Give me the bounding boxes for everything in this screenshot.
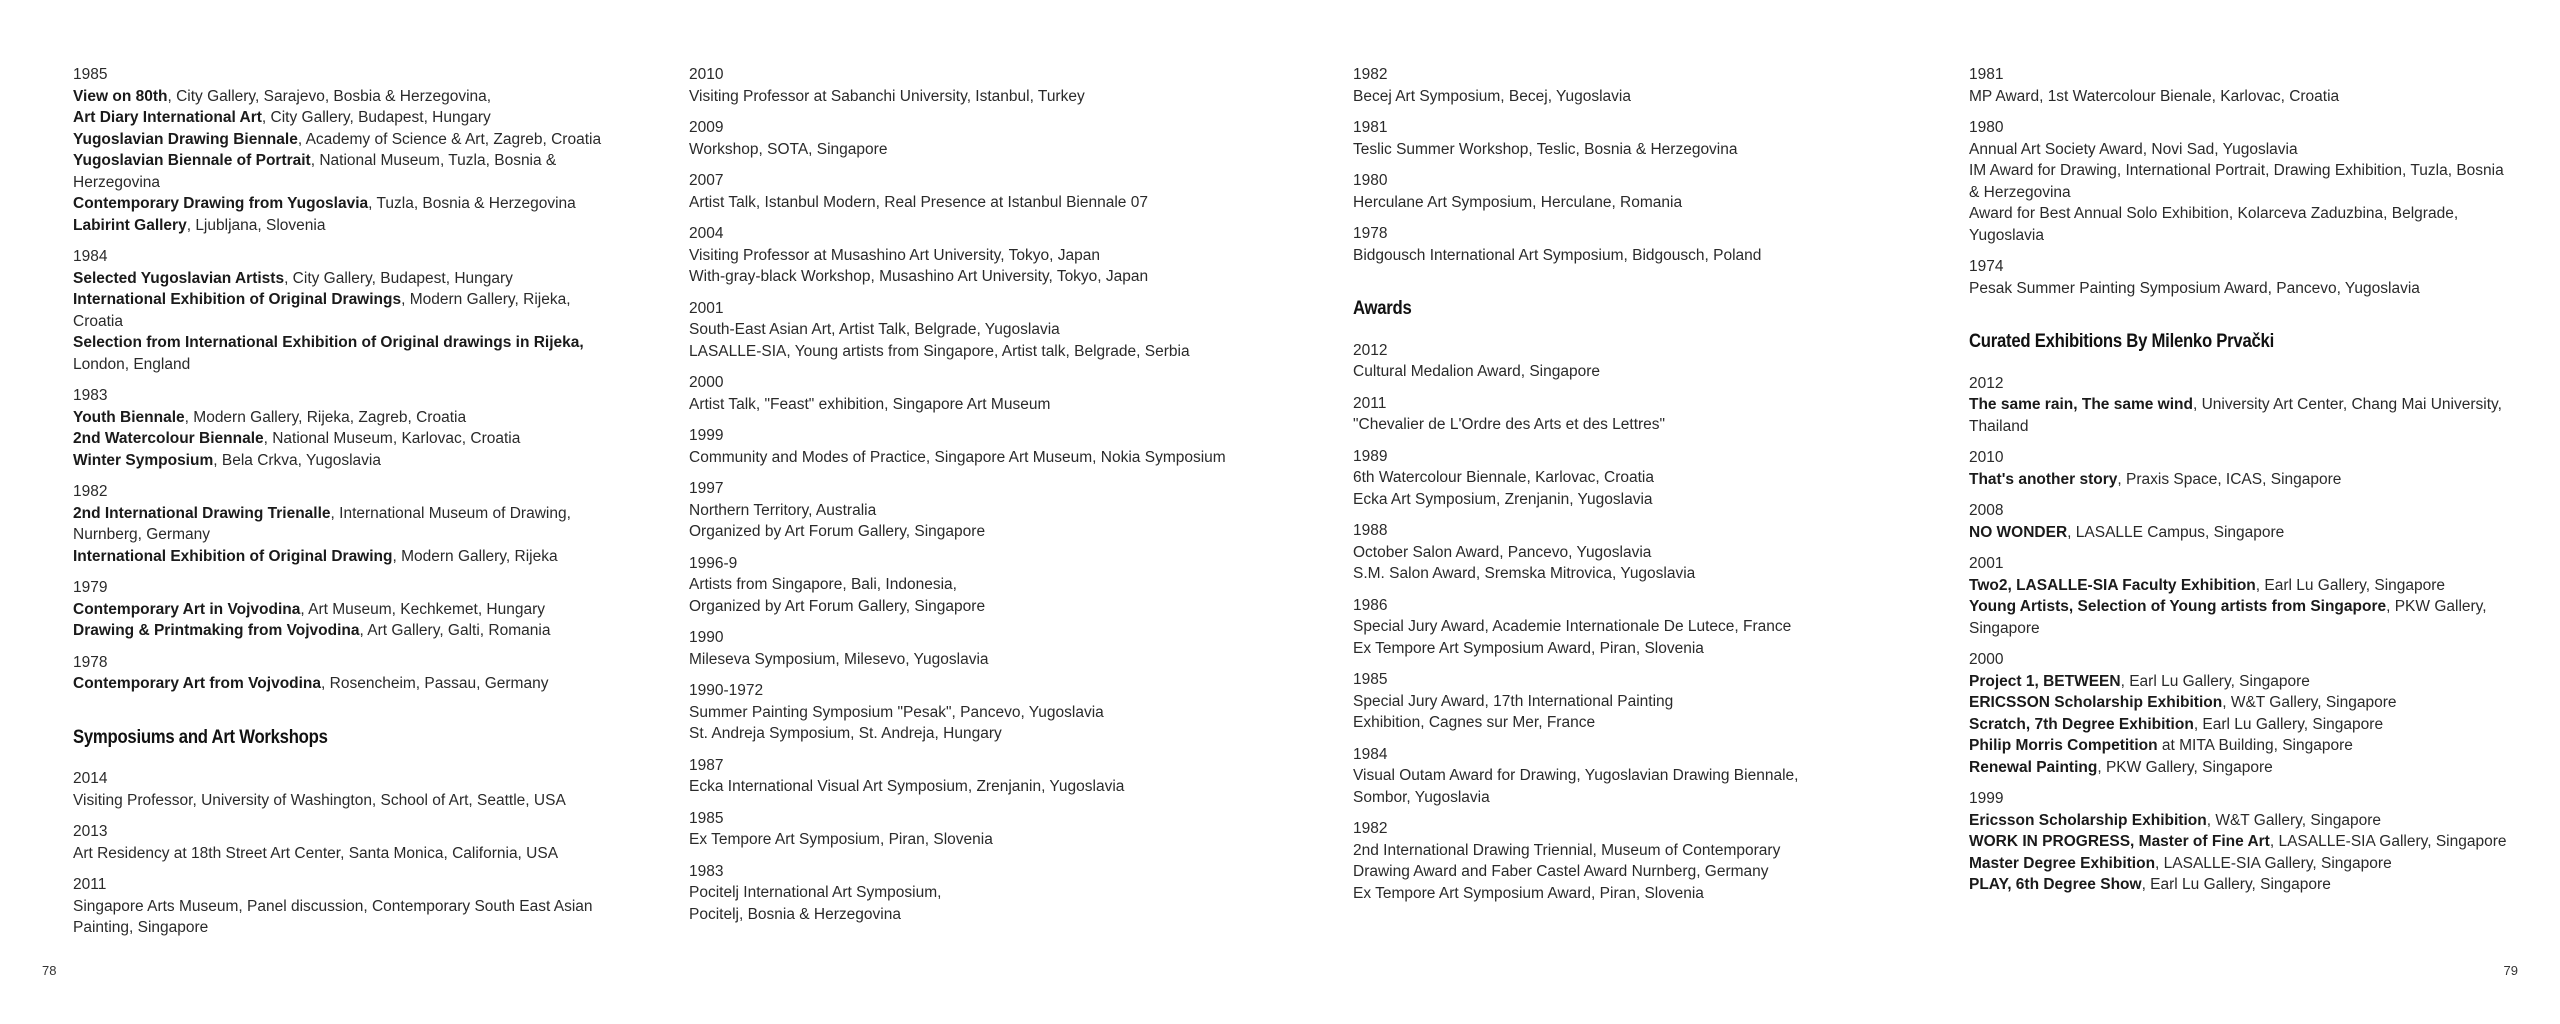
cv-entry [1353,520,1853,585]
entry-line [1969,394,2509,437]
entry-line [1969,853,2509,875]
cv-entry [689,117,1249,160]
entry-line [1969,810,2509,832]
entry-title: Master Degree Exhibition [1969,854,2156,872]
entry-title: That's another story [1969,470,2118,488]
cv-entry [1353,223,1853,266]
entry-detail: , Bela Crkva, Yugoslavia [213,451,381,469]
cv-entry [1969,256,2509,299]
entry-detail: , Rosencheim, Passau, Germany [321,675,549,692]
cv-entry [1353,393,1853,436]
entry-detail: St. Andreja Symposium, St. Andreja, Hungary [689,725,1002,742]
entry-year: 1980 [1969,119,2004,136]
entry-line [1353,861,1853,883]
entry-detail: , Earl Lu Gallery, Singapore [2193,715,2384,733]
cv-entry [73,64,603,236]
entry-line [1969,575,2509,597]
entry-title: Winter Symposium [73,451,214,469]
entry-line [1969,596,2509,639]
entry-year: 2007 [689,172,724,189]
entry-line [1969,278,2509,300]
entry-detail: , International Museum of Drawing, Nurnberg, Germany [73,504,571,543]
entry-year: 1986 [1353,596,1388,614]
cv-entry [73,652,603,695]
entry-year: 1984 [73,248,108,265]
entry-line [1353,86,1853,108]
cv-entry [1353,744,1853,809]
entry-line [1353,563,1853,585]
entry-detail: Ecka International Visual Art Symposium, Zrenjanin, Yugoslavia [689,778,1125,795]
entry-year: 2008 [1969,502,2004,519]
entry-line [1969,757,2509,779]
entry-title: Project 1, BETWEEN [1969,672,2121,690]
entry-line [689,447,1249,469]
entry-line [1969,139,2509,161]
entry-line [73,546,603,568]
entry-title: Two2, LASALLE-SIA Faculty Exhibition [1969,576,2256,594]
entry-year: 2014 [73,770,108,787]
entry-line [689,904,1249,926]
entry-line [1353,361,1853,383]
entry-title: Selection from International Exhibition of Original drawings in Rijeka, [73,334,584,351]
entry-year: 1999 [689,427,724,444]
entry-detail: , PKW Gallery, Singapore [2097,758,2273,776]
entry-title: Scratch, 7th Degree Exhibition [1969,715,2194,733]
entry-year: 1984 [1353,745,1388,763]
entry-year: 1990-1972 [689,682,764,699]
entry-year: 2001 [689,299,724,317]
cv-entry [1969,500,2509,543]
entry-detail: , Modern Gallery, Rijeka, Zagreb, Croatia [184,408,467,426]
entry-line [689,649,1249,671]
cv-entry [73,768,603,811]
entry-year: 2000 [689,374,724,391]
entry-title: NO WONDER [1969,523,2068,541]
entry-line [1969,714,2509,736]
entry-line [1969,86,2509,108]
cv-entry [1353,446,1853,511]
entry-title: Young Artists, Selection of Young artists from Singapore [1969,598,2387,615]
entry-year: 1978 [1353,225,1388,242]
entry-detail: , National Museum, Karlovac, Croatia [263,430,521,447]
entry-detail: 6th Watercolour Biennale, Karlovac, Croatia [1353,469,1654,486]
entry-detail: Sombor, Yugoslavia [1353,788,1490,806]
cv-entry [689,223,1249,288]
entry-line [73,450,603,472]
cv-entry [1353,117,1853,160]
entry-title: Drawing & Printmaking from Vojvodina [73,622,360,639]
entry-detail: Cultural Medalion Award, Singapore [1353,363,1601,380]
entry-year: 1996-9 [689,554,738,572]
entry-year: 1999 [1969,790,2004,807]
entry-title: PLAY, 6th Degree Show [1969,876,2142,893]
entry-title: Labirint Gallery [73,216,187,234]
entry-detail: Ex Tempore Art Symposium Award, Piran, Slovenia [1353,639,1704,657]
entry-line [73,790,603,812]
entry-title: International Exhibition of Original Drawings [73,291,402,308]
entry-detail: Special Jury Award, Academie Internationale De Lutece, France [1353,618,1792,635]
entry-detail: , Academy of Science & Art, Zagreb, Croatia [297,130,602,148]
entry-detail: Organized by Art Forum Gallery, Singapore [689,523,986,540]
entry-line [73,428,603,450]
entry-year: 1989 [1353,447,1388,465]
entry-detail: Art Residency at 18th Street Art Center, Santa Monica, California, USA [73,844,559,862]
entry-title: WORK IN PROGRESS, Master of Fine Art [1969,833,2270,850]
page-number-right: 79 [2503,963,2518,978]
entry-title: Renewal Painting [1969,758,2098,776]
entry-line [73,407,603,429]
entry-year: 1988 [1353,522,1388,539]
section-heading: Symposiums and Art Workshops [73,726,328,748]
entry-line [1353,765,1853,787]
cv-entry [1969,447,2509,490]
cv-entry [73,246,603,375]
entry-detail: , Modern Gallery, Rijeka, Croatia [73,291,571,330]
entry-year: 2009 [689,119,724,136]
entry-line [689,139,1249,161]
entry-title: The same rain, The same wind [1969,396,2193,413]
entry-year: 1985 [1353,671,1388,688]
entry-line [73,503,603,546]
entry-detail: Teslic Summer Workshop, Teslic, Bosnia & Herzegovina [1353,140,1738,158]
entry-detail: 2nd International Drawing Triennial, Museum of Contemporary [1353,841,1781,859]
entry-detail: With-gray-black Workshop, Musashino Art University, Tokyo, Japan [689,268,1149,285]
entry-detail: Mileseva Symposium, Milesevo, Yugoslavia [689,650,989,668]
entry-detail: , Earl Lu Gallery, Singapore [2255,576,2446,594]
cv-entry [1353,818,1853,904]
entry-year: 1979 [73,579,108,596]
entry-detail: Herculane Art Symposium, Herculane, Romania [1353,193,1683,211]
entry-year: 2010 [689,66,724,83]
cv-entry [1969,64,2509,107]
cv-entry [1353,170,1853,213]
entry-line [1353,712,1853,734]
entry-line [689,776,1249,798]
entry-line [1353,245,1853,267]
entry-year: 1981 [1969,66,2004,83]
cv-entry [1969,553,2509,639]
cv-entry [689,680,1249,745]
cv-entry [73,821,603,864]
entry-line [1969,203,2509,246]
entry-detail: Pocitelj International Art Symposium, [689,884,942,901]
entry-detail: , LASALLE-SIA Gallery, Singapore [2155,854,2392,872]
entry-detail: Workshop, SOTA, Singapore [689,140,888,158]
entry-title: Contemporary Art in Vojvodina [73,600,301,618]
entry-line [1969,160,2509,203]
entry-detail: , City Gallery, Budapest, Hungary [261,109,491,126]
entry-detail: S.M. Salon Award, Sremska Mitrovica, Yugoslavia [1353,565,1696,582]
column-4 [1969,64,2509,906]
cv-entry [689,861,1249,926]
entry-detail: "Chevalier de L'Ordre des Arts et des Lettres" [1353,416,1666,433]
entry-detail: , Ljubljana, Slovenia [186,216,326,234]
entry-year: 1990 [689,629,724,646]
entry-detail: Summer Painting Symposium "Pesak", Pancevo, Yugoslavia [689,703,1104,721]
entry-line [1353,787,1853,809]
entry-line [689,723,1249,745]
entry-detail: Visiting Professor at Sabanchi University, Istanbul, Turkey [689,87,1085,105]
entry-line [689,319,1249,341]
entry-detail: Visiting Professor, University of Washington, School of Art, Seattle, USA [73,791,566,809]
entry-detail: IM Award for Drawing, International Portrait, Drawing Exhibition, Tuzla, Bosnia & Herzegovina [1969,162,2504,201]
section-heading: Curated Exhibitions By Milenko Prvački [1969,331,2274,352]
entry-year: 2011 [73,876,107,893]
entry-detail: , W&T Gallery, Singapore [2206,811,2382,829]
entry-title: Contemporary Drawing from Yugoslavia [73,195,369,212]
entry-line [1969,735,2509,757]
entry-line [689,500,1249,522]
cv-entry [73,481,603,567]
entry-year: 1982 [1353,820,1388,837]
entry-detail: , LASALLE Campus, Singapore [2067,523,2285,541]
entry-detail: , Art Gallery, Galti, Romania [359,622,551,639]
entry-line [1353,691,1853,713]
entry-year: 1974 [1969,258,2004,275]
cv-entry [689,298,1249,363]
entry-year: 1982 [73,483,108,500]
entry-year: 1985 [689,809,724,827]
entry-line [73,896,603,939]
entry-detail: , Earl Lu Gallery, Singapore [2120,672,2310,690]
entry-line [1353,883,1853,905]
entry-detail: Artists from Singapore, Bali, Indonesia, [689,576,957,593]
cv-entry [1353,595,1853,660]
section-heading: Awards [1353,298,1412,319]
column-3 [1353,64,1853,914]
entry-title: Contemporary Art from Vojvodina [73,675,322,692]
entry-line [689,596,1249,618]
entry-line [73,215,603,237]
entry-year: 1981 [1353,119,1388,136]
entry-title: Youth Biennale [73,408,185,426]
entry-detail: South-East Asian Art, Artist Talk, Belgrade, Yugoslavia [689,321,1060,338]
entry-detail: Pocitelj, Bosnia & Herzegovina [689,905,901,923]
entry-detail: , City Gallery, Sarajevo, Bosbia & Herzegovina, [167,87,492,105]
entry-year: 2013 [73,823,108,840]
entry-year: 1978 [73,653,108,671]
entry-line [689,521,1249,543]
entry-detail: Organized by Art Forum Gallery, Singapore [689,597,986,615]
entry-detail: Visual Outam Award for Drawing, Yugoslavian Drawing Biennale, [1353,767,1799,784]
entry-line [73,129,603,151]
cv-entry [689,627,1249,670]
entry-line [1969,671,2509,693]
cv-entry [73,385,603,471]
entry-line [73,843,603,865]
cv-entry [73,874,603,939]
entry-line [73,268,603,290]
entry-detail: October Salon Award, Pancevo, Yugoslavia [1353,543,1652,561]
entry-detail: , Art Museum, Kechkemet, Hungary [300,600,546,618]
cv-entry [689,64,1249,107]
entry-line [1969,522,2509,544]
cv-entry [73,577,603,642]
entry-line [1353,139,1853,161]
cv-entry [689,425,1249,468]
entry-year: 2012 [1969,374,2004,392]
entry-year: 1983 [73,387,108,404]
entry-detail: LASALLE-SIA, Young artists from Singapore, Artist talk, Belgrade, Serbia [689,342,1190,360]
entry-detail: , City Gallery, Budapest, Hungary [284,269,513,287]
entry-detail: , W&T Gallery, Singapore [2222,694,2397,711]
entry-line [689,245,1249,267]
entry-detail: Becej Art Symposium, Becej, Yugoslavia [1353,87,1631,105]
entry-year: 1980 [1353,172,1388,189]
entry-line [1969,692,2509,714]
entry-detail: Exhibition, Cagnes sur Mer, France [1353,714,1596,731]
entry-detail: MP Award, 1st Watercolour Bienale, Karlovac, Croatia [1969,87,2340,105]
entry-line [73,107,603,129]
entry-detail: Annual Art Society Award, Novi Sad, Yugoslavia [1969,140,2298,158]
entry-detail: , LASALLE-SIA Gallery, Singapore [2269,833,2507,850]
column-2 [689,64,1249,935]
entry-line [73,289,603,332]
entry-detail: London, England [73,355,191,373]
entry-detail: Community and Modes of Practice, Singapore Art Museum, Nokia Symposium [689,448,1226,466]
entry-line [73,599,603,621]
entry-title: Ericsson Scholarship Exhibition [1969,811,2207,829]
cv-entry [689,372,1249,415]
entry-detail: Bidgousch International Art Symposium, Bidgousch, Poland [1353,246,1762,264]
entry-detail: Ecka Art Symposium, Zrenjanin, Yugoslavia [1353,490,1653,508]
entry-detail: , Modern Gallery, Rijeka [392,547,558,565]
entry-line [1353,414,1853,436]
entry-title: 2nd Watercolour Biennale [73,430,264,447]
entry-line [689,882,1249,904]
entry-year: 1985 [73,66,108,83]
entry-line [689,341,1249,363]
entry-line [689,266,1249,288]
entry-detail: Visiting Professor at Musashino Art University, Tokyo, Japan [689,246,1100,264]
cv-entry [1969,117,2509,246]
entry-line [1353,840,1853,862]
entry-line [73,673,603,695]
entry-detail: , Praxis Space, ICAS, Singapore [2117,470,2342,488]
page-number-left: 78 [42,963,57,978]
entry-line [1353,616,1853,638]
entry-detail: , National Museum, Tuzla, Bosnia & Herzegovina [73,152,557,191]
entry-year: 2010 [1969,449,2004,466]
entry-line [73,193,603,215]
entry-detail: Award for Best Annual Solo Exhibition, Kolarceva Zaduzbina, Belgrade, Yugoslavia [1969,205,2459,244]
entry-detail: , University Art Center, Chang Mai University, Thailand [1969,396,2502,435]
entry-year: 2000 [1969,651,2004,668]
entry-line [689,574,1249,596]
entry-line [689,829,1249,851]
cv-entry [689,553,1249,618]
entry-title: 2nd International Drawing Trienalle [73,504,331,522]
entry-detail: Artist Talk, Istanbul Modern, Real Presence at Istanbul Biennale 07 [689,193,1148,211]
entry-line [1969,874,2509,896]
entry-year: 1997 [689,480,724,497]
entry-line [73,332,603,375]
entry-line [1969,469,2509,491]
entry-title: Selected Yugoslavian Artists [73,269,285,287]
entry-line [689,86,1249,108]
entry-detail: Pesak Summer Painting Symposium Award, Pancevo, Yugoslavia [1969,279,2420,297]
entry-year: 2004 [689,225,724,242]
entry-year: 1982 [1353,66,1388,83]
cv-entry [689,478,1249,543]
cv-entry [1353,340,1853,383]
entry-line [73,86,603,108]
entry-line [689,192,1249,214]
cv-entry [1969,649,2509,778]
entry-line [689,702,1249,724]
entry-line [73,150,603,193]
entry-detail: Ex Tempore Art Symposium, Piran, Slovenia [689,831,993,848]
entry-line [1353,542,1853,564]
entry-detail: Artist Talk, "Feast" exhibition, Singapore Art Museum [689,395,1051,413]
cv-entry [1969,788,2509,896]
entry-year: 2012 [1353,341,1388,359]
entry-title: View on 80th [73,87,168,105]
entry-detail: Singapore Arts Museum, Panel discussion, Contemporary South East Asian Painting, Singapore [73,897,593,936]
column-1 [73,64,603,949]
cv-entry [1969,373,2509,438]
entry-line [1353,638,1853,660]
entry-year: 2001 [1969,555,2004,572]
entry-title: Art Diary International Art [73,109,262,126]
cv-entry [1353,669,1853,734]
entry-detail: Drawing Award and Faber Castel Award Nurnberg, Germany [1353,863,1769,880]
entry-title: Yugoslavian Biennale of Portrait [73,152,311,169]
entry-title: Yugoslavian Drawing Biennale [73,130,298,148]
entry-detail: Special Jury Award, 17th International Painting [1353,692,1674,710]
entry-line [1353,489,1853,511]
entry-title: International Exhibition of Original Drawing [73,547,393,565]
entry-detail: , PKW Gallery, Singapore [1969,598,2487,637]
entry-title: ERICSSON Scholarship Exhibition [1969,694,2223,711]
entry-detail: Northern Territory, Australia [689,501,877,519]
cv-entry [689,808,1249,851]
entry-detail: , Earl Lu Gallery, Singapore [2141,876,2331,893]
entry-title: Philip Morris Competition [1969,737,2158,754]
entry-line [689,394,1249,416]
entry-line [1969,831,2509,853]
entry-line [1353,467,1853,489]
cv-entry [1353,64,1853,107]
entry-line [1353,192,1853,214]
entry-line [73,620,603,642]
entry-detail: , Tuzla, Bosnia & Herzegovina [368,195,576,212]
entry-year: 1983 [689,862,724,880]
cv-entry [689,170,1249,213]
entry-year: 1987 [689,756,724,774]
cv-entry [689,755,1249,798]
entry-detail: at MITA Building, Singapore [2157,737,2353,754]
entry-year: 2011 [1353,394,1387,412]
entry-detail: Ex Tempore Art Symposium Award, Piran, Slovenia [1353,884,1704,902]
